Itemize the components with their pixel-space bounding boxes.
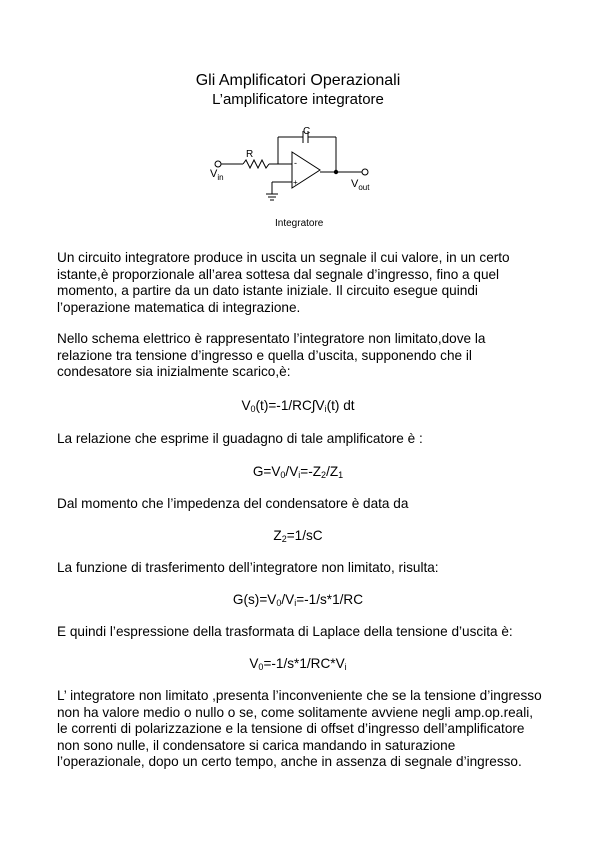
equation-transfer: $G(s)=V_0/V_i=-1/s*1/RC$ [232,592,364,608]
paragraph-limitation: L’ integratore non limitato ,presenta l’inconveniente che se la tensione d’ingresso non ha valore medio o nullo o se, come solitamente avviene negli amp.op.reali, le correnti di polarizzazione e la tensione di offset d’ingresso dell’amplificatore non sono nulle, il condensatore si carica mandando in saturazione l’operazionale, dopo un certo tempo, anche in assenza di segnale d’ingresso. [57,688,542,769]
equation-impedance: $Z_2=1/sC$ [273,528,323,544]
minus-input-sign: - [294,158,297,168]
page-title: Gli Amplificatori Operazionali [195,72,401,89]
label-vout: $V_{out}$ [351,178,370,192]
equation-vout-time: $V_0(t)=-1/RC\int V_i(t)$ dt [241,398,355,414]
label-c: C [303,126,311,137]
paragraph-gain: La relazione che esprime il guadagno di tale amplificatore è : [57,431,423,446]
resistor-symbol [243,160,269,168]
paragraph-laplace: E quindi l’espressione della trasformata di Laplace della tensione d’uscita è: [57,624,513,639]
integrator-circuit-diagram [205,120,395,232]
label-vin: $V_{in}$ [210,168,224,182]
paragraph-impedance: Dal momento che l’impedenza del condensatore è data da [57,496,409,511]
page-subtitle: L’amplificatore integratore [212,91,384,108]
output-node-dot [334,170,338,174]
figure-caption: Integratore [275,218,324,229]
equation-laplace: $V_0=-1/s*1/RC*V_i$ [249,656,347,672]
paragraph-intro: Un circuito integratore produce in uscita un segnale il cui valore, in un certo istante,è proporzionale all’area sottesa dal segnale d’ingresso, fino a quel momento, a partire da un dato istante iniziale. Il circuito esegue quindi l’operazione matematica di integrazione. [57,250,510,315]
vout-terminal [362,169,368,175]
paragraph-transfer: La funzione di trasferimento dell’integratore non limitato, risulta: [57,560,439,575]
label-r: R [246,149,254,160]
plus-input-sign: + [293,178,298,187]
paragraph-schema: Nello schema elettrico è rappresentato l’integratore non limitato,dove la relazione tra tensione d’ingresso e quella d’uscita, supponendo che il condesatore sia inizialmente scarico,è: [57,331,486,379]
vin-terminal [215,161,221,167]
equation-gain: $G=V_0/V_i=-Z_2/Z_1$ [252,464,344,480]
